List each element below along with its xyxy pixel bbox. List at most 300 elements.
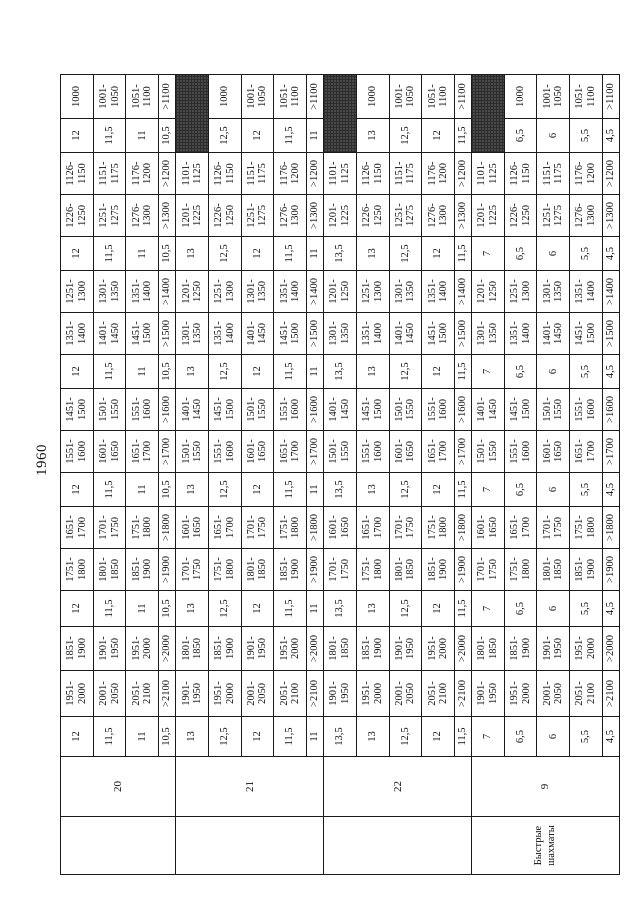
coefficient-cell: 11: [307, 237, 324, 271]
rating-range-cell: 1601-1650: [241, 431, 274, 473]
coefficient-cell: 11,5: [93, 355, 126, 389]
rating-range-cell: >1400: [159, 271, 176, 313]
rating-range-cell: 1001-1050: [93, 75, 126, 119]
rating-range-cell: 1701-1750: [472, 549, 505, 591]
rating-range-cell: 1151-1175: [241, 153, 274, 195]
rating-range-cell: 1201-1225: [324, 195, 357, 237]
coefficient-cell: 7: [472, 591, 505, 627]
rating-range-cell: >1400: [307, 271, 324, 313]
rating-range-cell: >1300: [307, 195, 324, 237]
rating-range-cell: 1176-1200: [422, 153, 455, 195]
coefficient-cell: 13,5: [324, 717, 357, 757]
coefficient-cell: 12: [61, 237, 94, 271]
rating-range-cell: 1000: [208, 75, 241, 119]
rating-range-cell: 1351-1400: [422, 271, 455, 313]
rating-range-cell: 1276-1300: [126, 195, 159, 237]
table-row: [537, 75, 570, 875]
coefficient-cell: 12: [241, 237, 274, 271]
rating-range-cell: 1801-1850: [324, 627, 357, 671]
coefficient-cell: 6,5: [504, 119, 537, 153]
coefficient-cell: 4,5: [602, 237, 619, 271]
rating-range-cell: 1901-1950: [324, 671, 357, 717]
rating-range-cell: 1801-1850: [389, 549, 422, 591]
rating-range-cell: 1651-1700: [570, 431, 603, 473]
coefficient-cell: 11,5: [93, 119, 126, 153]
rating-range-cell: 1001-1050: [389, 75, 422, 119]
rating-range-cell: 1651-1700: [208, 507, 241, 549]
coefficient-cell: 12,5: [208, 237, 241, 271]
rating-range-cell: >2000: [454, 627, 471, 671]
rating-range-cell: 1901-1950: [176, 671, 209, 717]
rating-range-cell: 1000: [356, 75, 389, 119]
rating-range-cell: >1900: [454, 549, 471, 591]
rating-range-cell: 1951-2000: [126, 627, 159, 671]
coefficient-cell: 11,5: [274, 355, 307, 389]
table-row: [241, 75, 274, 875]
coefficient-cell: 5,5: [570, 473, 603, 507]
rating-range-cell: 1601-1650: [537, 431, 570, 473]
rating-range-cell: >1900: [602, 549, 619, 591]
coefficient-cell: 12: [241, 119, 274, 153]
coefficient-cell: 6,5: [504, 237, 537, 271]
rating-range-cell: 2051-2100: [126, 671, 159, 717]
shaded-cell: [324, 75, 357, 153]
coefficient-cell: 11: [126, 237, 159, 271]
coefficient-cell: 6: [537, 473, 570, 507]
coefficient-cell: 11,5: [93, 717, 126, 757]
coefficient-cell: 12: [422, 237, 455, 271]
group-label: 22: [324, 757, 472, 817]
rating-range-cell: 1001-1050: [537, 75, 570, 119]
rating-range-cell: 1251-1300: [504, 271, 537, 313]
rating-range-cell: >1500: [602, 313, 619, 355]
rating-range-cell: 1176-1200: [570, 153, 603, 195]
coefficient-cell: 12: [422, 473, 455, 507]
table-row: [274, 75, 307, 875]
coefficient-cell: 11: [126, 591, 159, 627]
rating-coefficient-table: [60, 74, 620, 875]
rating-range-cell: 1001-1050: [241, 75, 274, 119]
rating-range-cell: 1801-1850: [537, 549, 570, 591]
rating-range-cell: 1551-1600: [570, 389, 603, 431]
rating-range-cell: 1226-1250: [504, 195, 537, 237]
rating-range-cell: 1301-1350: [176, 313, 209, 355]
rating-range-cell: >2000: [602, 627, 619, 671]
table-row: [307, 75, 324, 875]
coefficient-cell: 12,5: [208, 119, 241, 153]
coefficient-cell: 11,5: [454, 717, 471, 757]
rating-range-cell: 1851-1900: [208, 627, 241, 671]
rating-range-cell: >1800: [602, 507, 619, 549]
rating-range-cell: 1051-1100: [126, 75, 159, 119]
rating-range-cell: 1751-1800: [208, 549, 241, 591]
rating-range-cell: >2000: [307, 627, 324, 671]
rating-range-cell: >1800: [307, 507, 324, 549]
coefficient-cell: 13: [356, 355, 389, 389]
coefficient-cell: 13,5: [324, 591, 357, 627]
rating-range-cell: 1851-1900: [422, 549, 455, 591]
rating-range-cell: 1151-1175: [389, 153, 422, 195]
rating-range-cell: 1451-1500: [274, 313, 307, 355]
rating-range-cell: 1601-1650: [93, 431, 126, 473]
rating-range-cell: >1600: [159, 389, 176, 431]
table-row: [472, 75, 505, 875]
rating-range-cell: 1000: [61, 75, 94, 119]
table-row: [389, 75, 422, 875]
rating-range-cell: >1700: [602, 431, 619, 473]
rating-range-cell: >1600: [307, 389, 324, 431]
coefficient-cell: 13: [356, 591, 389, 627]
rating-range-cell: 1201-1250: [472, 271, 505, 313]
table-row: [159, 75, 176, 875]
rating-range-cell: 1451-1500: [126, 313, 159, 355]
rating-range-cell: 1401-1450: [176, 389, 209, 431]
rating-range-cell: 1126-1150: [504, 153, 537, 195]
coefficient-cell: 5,5: [570, 591, 603, 627]
rating-range-cell: 1701-1750: [537, 507, 570, 549]
coefficient-cell: 12: [241, 473, 274, 507]
rating-range-cell: 1801-1850: [472, 627, 505, 671]
coefficient-cell: 11: [126, 355, 159, 389]
rating-range-cell: 1551-1600: [61, 431, 94, 473]
shaded-cell: [472, 75, 505, 153]
rating-range-cell: 1401-1450: [93, 313, 126, 355]
coefficient-cell: 6: [537, 717, 570, 757]
coefficient-cell: 12,5: [389, 591, 422, 627]
rating-range-cell: 2001-2050: [93, 671, 126, 717]
rating-range-cell: 1651-1700: [356, 507, 389, 549]
rating-range-cell: 1301-1350: [537, 271, 570, 313]
rating-range-cell: 1226-1250: [356, 195, 389, 237]
rating-range-cell: 1401-1450: [472, 389, 505, 431]
table-row: [602, 75, 619, 875]
coefficient-cell: 4,5: [602, 717, 619, 757]
rating-range-cell: 1126-1150: [208, 153, 241, 195]
table-row: [356, 75, 389, 875]
rating-range-cell: 2051-2100: [274, 671, 307, 717]
rating-range-cell: >1600: [602, 389, 619, 431]
rating-range-cell: 1651-1700: [504, 507, 537, 549]
rating-range-cell: >1200: [454, 153, 471, 195]
coefficient-cell: 7: [472, 355, 505, 389]
coefficient-cell: 12: [241, 717, 274, 757]
rating-range-cell: 1551-1600: [504, 431, 537, 473]
rating-range-cell: 1000: [504, 75, 537, 119]
rating-range-cell: 1351-1400: [570, 271, 603, 313]
rating-range-cell: 1301-1350: [472, 313, 505, 355]
coefficient-cell: 12: [241, 591, 274, 627]
rating-range-cell: 1851-1900: [274, 549, 307, 591]
group-label: 21: [176, 757, 324, 817]
rating-range-cell: >1100: [307, 75, 324, 119]
rating-range-cell: 1701-1750: [241, 507, 274, 549]
rating-range-cell: >1200: [159, 153, 176, 195]
rating-range-cell: 2001-2050: [537, 671, 570, 717]
coefficient-cell: 12,5: [389, 473, 422, 507]
rating-range-cell: 1551-1600: [274, 389, 307, 431]
coefficient-cell: 7: [472, 717, 505, 757]
rating-range-cell: 1601-1650: [176, 507, 209, 549]
rating-range-cell: 1051-1100: [422, 75, 455, 119]
coefficient-cell: 11,5: [454, 119, 471, 153]
rating-range-cell: 1901-1950: [241, 627, 274, 671]
coefficient-cell: 11,5: [93, 473, 126, 507]
coefficient-cell: 4,5: [602, 591, 619, 627]
coefficient-cell: 13: [176, 591, 209, 627]
coefficient-cell: 11: [307, 717, 324, 757]
table-row: [208, 75, 241, 875]
rating-range-cell: 1226-1250: [208, 195, 241, 237]
coefficient-cell: 13,5: [324, 473, 357, 507]
coefficient-cell: 7: [472, 473, 505, 507]
group-label: 9: [472, 757, 620, 817]
rating-range-cell: 1901-1950: [537, 627, 570, 671]
rating-range-cell: 1251-1300: [356, 271, 389, 313]
coefficient-cell: 12,5: [208, 355, 241, 389]
rating-range-cell: 1501-1550: [93, 389, 126, 431]
rating-range-cell: >1300: [454, 195, 471, 237]
rating-range-cell: 1276-1300: [570, 195, 603, 237]
coefficient-cell: 4,5: [602, 119, 619, 153]
rating-range-cell: 1751-1800: [126, 507, 159, 549]
rating-range-cell: 1751-1800: [504, 549, 537, 591]
rating-range-cell: 1701-1750: [93, 507, 126, 549]
rating-range-cell: 1851-1900: [504, 627, 537, 671]
rating-range-cell: 1951-2000: [356, 671, 389, 717]
coefficient-cell: 13: [176, 355, 209, 389]
coefficient-cell: 11,5: [274, 237, 307, 271]
coefficient-cell: 11: [126, 119, 159, 153]
table-row: [176, 75, 209, 875]
table-row: [504, 75, 537, 875]
rating-range-cell: 1451-1500: [504, 389, 537, 431]
coefficient-cell: 11,5: [454, 591, 471, 627]
rating-range-cell: 1501-1550: [537, 389, 570, 431]
rating-range-cell: >2100: [307, 671, 324, 717]
coefficient-cell: 12,5: [389, 119, 422, 153]
coefficient-cell: 13,5: [324, 355, 357, 389]
rating-range-cell: 1451-1500: [61, 389, 94, 431]
coefficient-cell: 6: [537, 119, 570, 153]
coefficient-cell: 13: [356, 473, 389, 507]
rating-range-cell: >1500: [159, 313, 176, 355]
coefficient-cell: 4,5: [602, 473, 619, 507]
rating-range-cell: 2001-2050: [389, 671, 422, 717]
rating-range-cell: 1451-1500: [356, 389, 389, 431]
rating-range-cell: >1300: [159, 195, 176, 237]
coefficient-cell: 12: [61, 717, 94, 757]
rating-range-cell: >1900: [159, 549, 176, 591]
rating-range-cell: 1251-1275: [241, 195, 274, 237]
rating-range-cell: 1176-1200: [274, 153, 307, 195]
table-row: [422, 75, 455, 875]
rating-range-cell: 2051-2100: [422, 671, 455, 717]
rating-range-cell: >1200: [307, 153, 324, 195]
coefficient-cell: 10,5: [159, 119, 176, 153]
rating-range-cell: 1701-1750: [176, 549, 209, 591]
rating-range-cell: >1800: [159, 507, 176, 549]
rating-range-cell: >1100: [602, 75, 619, 119]
coefficient-cell: 10,5: [159, 473, 176, 507]
coefficient-cell: 4,5: [602, 355, 619, 389]
rating-range-cell: 1851-1900: [356, 627, 389, 671]
rating-range-cell: 1701-1750: [389, 507, 422, 549]
rating-range-cell: 1301-1350: [241, 271, 274, 313]
rating-range-cell: 1501-1550: [472, 431, 505, 473]
rating-range-cell: 1651-1700: [422, 431, 455, 473]
rating-range-cell: >1800: [454, 507, 471, 549]
rating-range-cell: 1951-2000: [208, 671, 241, 717]
rating-range-cell: 1801-1850: [176, 627, 209, 671]
coefficient-cell: 11: [307, 119, 324, 153]
rating-range-cell: 1251-1275: [93, 195, 126, 237]
coefficient-cell: 11,5: [93, 237, 126, 271]
rating-range-cell: >1700: [454, 431, 471, 473]
rating-range-cell: 1651-1700: [61, 507, 94, 549]
rating-range-cell: 1851-1900: [61, 627, 94, 671]
rating-range-cell: 1751-1800: [274, 507, 307, 549]
shaded-cell: [176, 75, 209, 153]
coefficient-cell: 12: [422, 355, 455, 389]
rating-range-cell: 1751-1800: [570, 507, 603, 549]
rating-range-cell: 1901-1950: [472, 671, 505, 717]
coefficient-cell: 13: [176, 237, 209, 271]
coefficient-cell: 11: [126, 473, 159, 507]
coefficient-cell: 6,5: [504, 355, 537, 389]
coefficient-cell: 12: [241, 355, 274, 389]
rating-range-cell: 1351-1400: [356, 313, 389, 355]
coefficient-cell: 13: [176, 473, 209, 507]
rating-range-cell: 1051-1100: [570, 75, 603, 119]
rating-range-cell: 1101-1125: [176, 153, 209, 195]
rating-range-cell: 1751-1800: [356, 549, 389, 591]
rating-range-cell: 1501-1550: [389, 389, 422, 431]
rating-range-cell: >1400: [602, 271, 619, 313]
rating-range-cell: 1751-1800: [61, 549, 94, 591]
rating-range-cell: 1851-1900: [570, 549, 603, 591]
rating-range-cell: 1501-1550: [324, 431, 357, 473]
rating-range-cell: 1351-1400: [504, 313, 537, 355]
rating-range-cell: 1651-1700: [274, 431, 307, 473]
rating-range-cell: >2100: [602, 671, 619, 717]
rating-range-cell: 1351-1400: [274, 271, 307, 313]
rating-range-cell: 1126-1150: [61, 153, 94, 195]
table-row: [454, 75, 471, 875]
coefficient-cell: 5,5: [570, 237, 603, 271]
coefficient-cell: 11,5: [454, 355, 471, 389]
rating-range-cell: 1551-1600: [422, 389, 455, 431]
rating-range-cell: 1251-1275: [389, 195, 422, 237]
coefficient-cell: 12,5: [389, 355, 422, 389]
coefficient-cell: 11: [307, 355, 324, 389]
coefficient-cell: 12,5: [389, 717, 422, 757]
rating-range-cell: >1700: [307, 431, 324, 473]
rating-range-cell: >2100: [454, 671, 471, 717]
rating-range-cell: 1126-1150: [356, 153, 389, 195]
rating-range-cell: 1801-1850: [241, 549, 274, 591]
rating-range-cell: 2001-2050: [241, 671, 274, 717]
coefficient-cell: 11,5: [274, 591, 307, 627]
coefficient-cell: 11,5: [454, 237, 471, 271]
rating-range-cell: 1951-2000: [504, 671, 537, 717]
rating-range-cell: 1351-1400: [208, 313, 241, 355]
rating-range-cell: 1101-1125: [324, 153, 357, 195]
rating-range-cell: 1276-1300: [274, 195, 307, 237]
rating-range-cell: >1200: [602, 153, 619, 195]
coefficient-cell: 10,5: [159, 355, 176, 389]
coefficient-cell: 12: [61, 355, 94, 389]
coefficient-cell: 13: [356, 237, 389, 271]
rating-range-cell: 1551-1600: [356, 431, 389, 473]
page-title: 1960: [34, 444, 50, 476]
coefficient-cell: 6,5: [504, 473, 537, 507]
rating-range-cell: 1226-1250: [61, 195, 94, 237]
rating-range-cell: >1500: [454, 313, 471, 355]
rating-range-cell: 1176-1200: [126, 153, 159, 195]
coefficient-cell: 13: [356, 119, 389, 153]
rating-range-cell: 1151-1175: [537, 153, 570, 195]
rating-range-cell: >1100: [159, 75, 176, 119]
rating-range-cell: >2000: [159, 627, 176, 671]
rating-range-cell: >1700: [159, 431, 176, 473]
coefficient-cell: 12: [61, 591, 94, 627]
rating-range-cell: 1651-1700: [126, 431, 159, 473]
rating-range-cell: 1601-1650: [472, 507, 505, 549]
category-label: [324, 817, 472, 875]
table-row: [324, 75, 357, 875]
rating-range-cell: 1901-1950: [389, 627, 422, 671]
coefficient-cell: 12,5: [208, 717, 241, 757]
rating-range-cell: 1801-1850: [93, 549, 126, 591]
coefficient-cell: 13: [176, 717, 209, 757]
rating-range-cell: 1201-1225: [472, 195, 505, 237]
coefficient-cell: 6: [537, 355, 570, 389]
rating-range-cell: 1351-1400: [61, 313, 94, 355]
rating-range-cell: 1251-1275: [537, 195, 570, 237]
rating-range-cell: 1301-1350: [324, 313, 357, 355]
coefficient-cell: 12: [422, 717, 455, 757]
rating-range-cell: 1051-1100: [274, 75, 307, 119]
coefficient-cell: 11,5: [274, 717, 307, 757]
coefficient-cell: 5,5: [570, 355, 603, 389]
rating-range-cell: 1151-1175: [93, 153, 126, 195]
rating-range-cell: 1901-1950: [93, 627, 126, 671]
rating-range-cell: >1500: [307, 313, 324, 355]
rating-range-cell: 1451-1500: [208, 389, 241, 431]
coefficient-cell: 12,5: [389, 237, 422, 271]
rating-range-cell: 1301-1350: [93, 271, 126, 313]
rating-range-cell: 1951-2000: [422, 627, 455, 671]
rating-range-cell: 1551-1600: [126, 389, 159, 431]
rating-range-cell: 1301-1350: [389, 271, 422, 313]
rating-range-cell: 1851-1900: [126, 549, 159, 591]
coefficient-cell: 5,5: [570, 717, 603, 757]
coefficient-cell: 11: [307, 591, 324, 627]
rating-range-cell: >2100: [159, 671, 176, 717]
rating-range-cell: 1401-1450: [324, 389, 357, 431]
rating-range-cell: 1276-1300: [422, 195, 455, 237]
coefficient-cell: 6: [537, 237, 570, 271]
coefficient-cell: 5,5: [570, 119, 603, 153]
table-body: [61, 75, 620, 875]
table-row: [93, 75, 126, 875]
coefficient-cell: 13: [356, 717, 389, 757]
rating-range-cell: 1401-1450: [241, 313, 274, 355]
rating-range-cell: 1701-1750: [324, 549, 357, 591]
coefficient-cell: 11,5: [93, 591, 126, 627]
coefficient-cell: 12: [422, 119, 455, 153]
coefficient-cell: 6: [537, 591, 570, 627]
